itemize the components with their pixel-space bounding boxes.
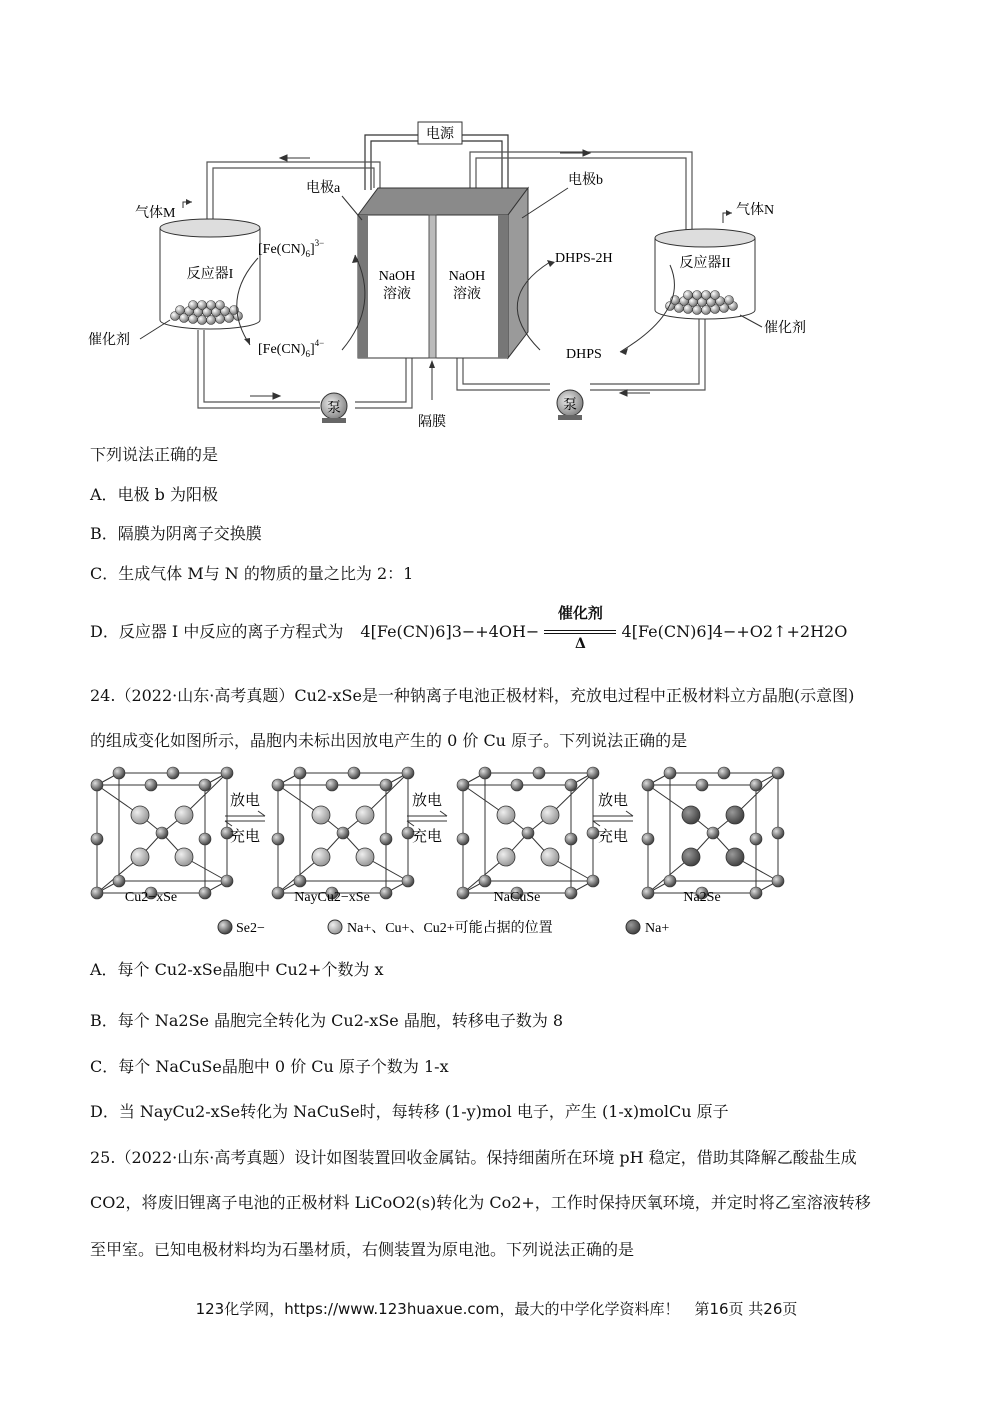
reactor-2-label: 反应器II bbox=[679, 256, 731, 271]
dhps-2h-label: DHPS-2H bbox=[555, 251, 613, 266]
legend-mixed-label: Na+、Cu+、Cu2+可能占据的位置 bbox=[347, 921, 553, 936]
q23-equation-left: 4[Fe(CN)6]3−+4OH− bbox=[360, 622, 540, 641]
membrane-label: 隔膜 bbox=[418, 415, 446, 430]
ferricyanide-label: $[Fe(CN)_6]^{3-}$ bbox=[258, 238, 325, 259]
q23-reaction-arrow bbox=[544, 603, 616, 652]
q23-option-d-prefix: D．反应器 I 中反应的离子方程式为 bbox=[90, 622, 344, 641]
q23-heat-label: Δ bbox=[575, 635, 586, 652]
cell-label: NaCuSe bbox=[493, 890, 541, 905]
q23-option-d bbox=[90, 603, 848, 652]
q24-option-c: C．每个 NaCuSe晶胞中 0 价 Cu 原子个数为 1-x bbox=[90, 1057, 449, 1076]
q25-stem-line3: 至甲室。已知电极材料均为石墨材质，右侧装置为原电池。下列说法正确的是 bbox=[90, 1240, 635, 1259]
q23-stem: 下列说法正确的是 bbox=[90, 445, 219, 464]
charge-label: 充电 bbox=[411, 829, 443, 845]
charge-label: 充电 bbox=[597, 829, 629, 845]
cell-label: Na2Se bbox=[683, 890, 721, 905]
gas-n-label: 气体N bbox=[736, 203, 775, 218]
discharge-charge-arrow bbox=[225, 791, 265, 845]
q23-option-c: C．生成气体 M与 N 的物质的量之比为 2：1 bbox=[90, 564, 414, 583]
gas-m-label: 气体M bbox=[135, 206, 176, 221]
cell-na2se bbox=[642, 767, 784, 905]
discharge-label: 放电 bbox=[411, 793, 443, 809]
discharge-label: 放电 bbox=[229, 793, 261, 809]
q24-stem-line1: 24.（2022·山东·高考真题）Cu2-xSe是一种钠离子电池正极材料，充放电过程中正极材料立方晶胞(示意图) bbox=[90, 686, 855, 705]
pump-left-label: 泵 bbox=[327, 401, 341, 416]
discharge-charge-arrow bbox=[407, 791, 447, 845]
q24-option-d: D．当 NayCu2-xSe转化为 NaCuSe时，每转移 (1-y)mol 电子，产生 (1-x)molCu 原子 bbox=[90, 1102, 729, 1121]
q24-option-a: A．每个 Cu2-xSe晶胞中 Cu2+个数为 x bbox=[90, 960, 384, 979]
q24-stem-line2: 的组成变化如图所示，晶胞内未标出因放电产生的 0 价 Cu 原子。下列说法正确的是 bbox=[90, 731, 688, 750]
cell-label: NayCu2−xSe bbox=[294, 890, 370, 905]
q23-option-a: A．电极 b 为阳极 bbox=[90, 485, 218, 504]
power-label: 电源 bbox=[426, 127, 454, 142]
q23-equation-right: 4[Fe(CN)6]4−+O2↑+2H2O bbox=[621, 622, 848, 641]
cell-label: Cu2−xSe bbox=[124, 890, 178, 905]
page-footer: 123化学网，https://www.123huaxue.com，最大的中学化学资料库！ 第16页 共26页 bbox=[195, 1300, 798, 1318]
catalyst-left-label: 催化剂 bbox=[88, 333, 130, 348]
catalyst-right-label: 催化剂 bbox=[764, 321, 806, 336]
naoh-right-solution-label: 溶液 bbox=[453, 287, 481, 302]
q25-stem-line1: 25.（2022·山东·高考真题）设计如图装置回收金属钴。保持细菌所在环境 pH 稳定，借助其降解乙酸盐生成 bbox=[90, 1148, 857, 1167]
legend-na-label: Na+ bbox=[645, 921, 670, 936]
legend-mixed-marker bbox=[328, 920, 342, 934]
legend-na-marker bbox=[626, 920, 640, 934]
pump-right-label: 泵 bbox=[563, 398, 577, 413]
reactor-1-label: 反应器I bbox=[186, 267, 234, 282]
electrolysis-apparatus-diagram bbox=[80, 110, 840, 440]
naoh-left-label: NaOH bbox=[378, 269, 416, 284]
naoh-left-solution-label: 溶液 bbox=[383, 287, 411, 302]
ferrocyanide-label: $[Fe(CN)_6]^{4-}$ bbox=[258, 338, 325, 359]
cell-naycu2-xse bbox=[272, 767, 414, 905]
electrode-b-label: 电极b bbox=[568, 173, 603, 188]
legend-se-marker bbox=[218, 920, 232, 934]
naoh-right-label: NaOH bbox=[448, 269, 486, 284]
electrode-a-label: 电极a bbox=[306, 181, 341, 196]
discharge-label: 放电 bbox=[597, 793, 629, 809]
legend-se-label: Se2− bbox=[236, 921, 265, 936]
cell-cu2-xse bbox=[91, 767, 233, 905]
crystal-cell-diagram bbox=[85, 755, 785, 945]
q25-stem-line2: CO2，将废旧锂离子电池的正极材料 LiCoO2(s)转化为 Co2+，工作时保持厌氧环境，并定时将乙室溶液转移 bbox=[90, 1193, 871, 1212]
dhps-label: DHPS bbox=[566, 347, 602, 362]
cell-nacuse bbox=[457, 767, 599, 905]
q23-catalyst-label: 催化剂 bbox=[557, 603, 603, 622]
discharge-charge-arrow bbox=[593, 791, 633, 845]
q24-option-b: B．每个 Na2Se 晶胞完全转化为 Cu2-xSe 晶胞，转移电子数为 8 bbox=[90, 1011, 564, 1030]
charge-label: 充电 bbox=[229, 829, 261, 845]
q23-option-b: B．隔膜为阴离子交换膜 bbox=[90, 524, 262, 543]
